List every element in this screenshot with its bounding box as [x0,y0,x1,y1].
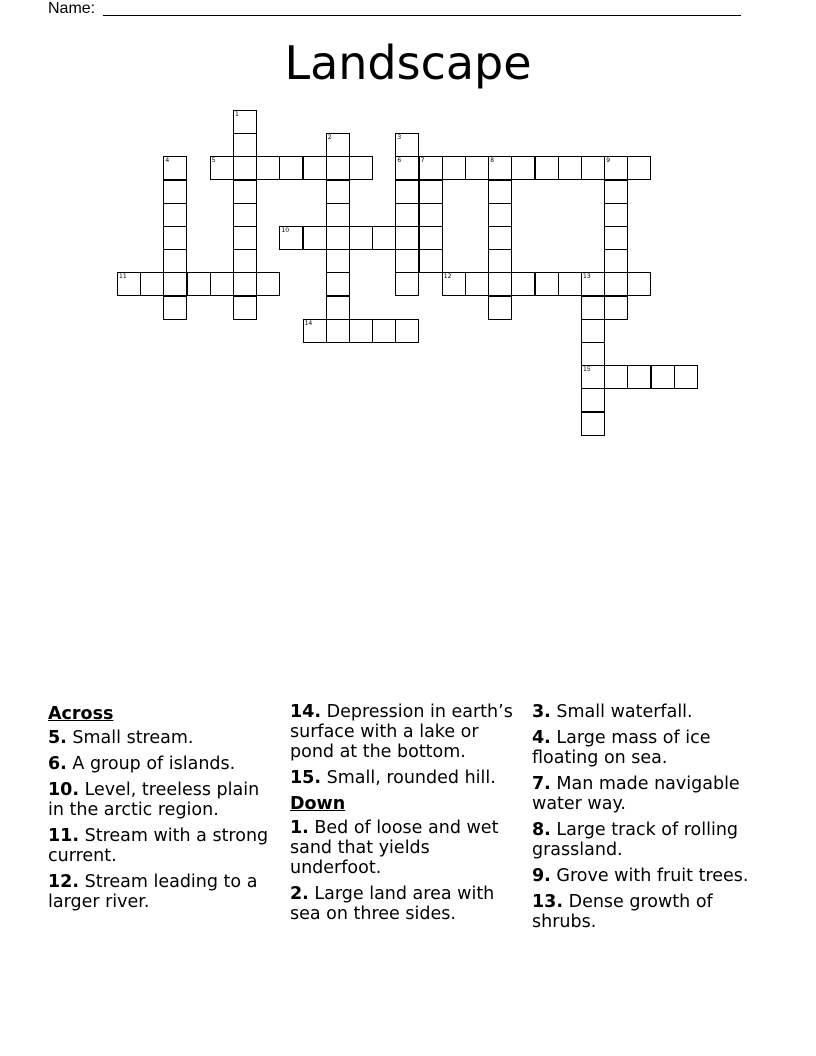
grid-cell[interactable] [279,156,303,180]
across-heading: Across [48,704,114,724]
grid-cell[interactable] [395,319,419,343]
grid-cell[interactable] [256,156,280,180]
clue-column-3 [532,702,772,938]
cell-number: 7 [420,157,425,165]
grid-cell[interactable] [488,249,512,273]
grid-cell[interactable] [395,156,419,180]
grid-cell[interactable] [256,272,280,296]
grid-cell[interactable] [488,180,512,204]
grid-cell[interactable] [674,365,698,389]
grid-cell[interactable] [558,156,582,180]
grid-cell[interactable] [326,249,350,273]
grid-cell[interactable] [581,412,605,436]
grid-cell[interactable] [210,272,234,296]
cell-number: 5 [211,157,216,165]
grid-cell[interactable] [233,296,257,320]
name-label: Name: [48,0,96,17]
crossword-grid [0,0,816,460]
grid-cell[interactable] [604,226,628,250]
grid-cell[interactable] [627,365,651,389]
grid-cell[interactable] [303,156,327,180]
clue-across-10: 10. Level, treeless plain in the arctic region. [48,780,260,820]
grid-cell[interactable] [604,296,628,320]
grid-cell[interactable] [442,156,466,180]
grid-cell[interactable] [627,272,651,296]
grid-cell[interactable] [372,226,396,250]
grid-cell[interactable] [163,180,187,204]
clue-across-14: 14. Depression in earth’s surface with a lake or pond at the bottom. [290,702,513,762]
clue-across-6: 6. A group of islands. [48,754,236,774]
clue-down-4: 4. Large mass of ice floating on sea. [532,728,711,768]
grid-cell[interactable] [604,180,628,204]
clue-down-8: 8. Large track of rolling grassland. [532,820,739,860]
clue-down-9: 9. Grove with fruit trees. [532,866,749,886]
clue-down-2: 2. Large land area with sea on three sides. [290,884,495,924]
cell-number: 9 [606,157,611,165]
grid-cell[interactable] [163,156,187,180]
grid-cell[interactable] [163,226,187,250]
grid-cell[interactable] [535,156,559,180]
grid-cell[interactable] [465,156,489,180]
grid-cell[interactable] [442,272,466,296]
clue-down-3: 3. Small waterfall. [532,702,693,722]
grid-cell[interactable] [233,203,257,227]
grid-cell[interactable] [604,156,628,180]
grid-cell[interactable] [326,272,350,296]
grid-cell[interactable] [488,296,512,320]
grid-cell[interactable] [581,296,605,320]
grid-cell[interactable] [140,272,164,296]
grid-cell[interactable] [535,272,559,296]
grid-cell[interactable] [581,319,605,343]
grid-cell[interactable] [604,203,628,227]
cell-number: 1 [235,111,239,118]
grid-cell[interactable] [395,272,419,296]
cell-number: 8 [490,157,495,165]
grid-cell[interactable] [163,203,187,227]
grid-cell[interactable] [488,272,512,296]
cell-number: 10 [281,227,290,234]
grid-cell[interactable] [604,272,628,296]
grid-cell[interactable] [395,249,419,273]
grid-cell[interactable] [419,203,443,227]
grid-cell[interactable] [233,110,257,134]
grid-cell[interactable] [465,272,489,296]
grid-cell[interactable] [303,226,327,250]
grid-cell[interactable] [233,133,257,157]
grid-cell[interactable] [581,342,605,366]
grid-cell[interactable] [604,365,628,389]
grid-cell[interactable] [163,296,187,320]
grid-cell[interactable] [326,133,350,157]
grid-cell[interactable] [326,319,350,343]
clue-down-13: 13. Dense growth of shrubs. [532,892,713,932]
cell-number: 3 [397,134,402,142]
grid-cell[interactable] [233,272,257,296]
grid-cell[interactable] [279,226,303,250]
cell-number: 13 [583,273,591,281]
grid-cell[interactable] [326,156,350,180]
clue-across-12: 12. Stream leading to a larger river. [48,872,258,912]
grid-cell[interactable] [326,226,350,250]
clue-across-5: 5. Small stream. [48,728,194,748]
grid-cell[interactable] [233,156,257,180]
grid-cell[interactable] [511,272,535,296]
grid-cell[interactable] [627,156,651,180]
grid-cell[interactable] [372,319,396,343]
clue-across-11: 11. Stream with a strong current. [48,826,269,866]
grid-cell[interactable] [326,296,350,320]
grid-cell[interactable] [163,249,187,273]
grid-cell[interactable] [558,272,582,296]
grid-cell[interactable] [395,180,419,204]
grid-cell[interactable] [604,249,628,273]
grid-cell[interactable] [419,156,443,180]
grid-cell[interactable] [326,180,350,204]
grid-cell[interactable] [581,365,605,389]
clue-column-2 [290,702,522,930]
grid-cell[interactable] [419,249,443,273]
page-title: Landscape [284,36,532,90]
clue-column-1 [48,702,278,918]
grid-cell[interactable] [233,249,257,273]
clue-across-15: 15. Small, rounded hill. [290,768,496,788]
grid-cell[interactable] [488,226,512,250]
grid-cell[interactable] [488,156,512,180]
grid-cell[interactable] [187,272,211,296]
cell-number: 12 [443,273,452,281]
grid-cell[interactable] [303,319,327,343]
grid-cell[interactable] [511,156,535,180]
grid-cell[interactable] [210,156,234,180]
cell-number: 6 [397,157,402,165]
cell-number: 14 [304,319,313,327]
grid-cell[interactable] [419,180,443,204]
grid-cell[interactable] [395,203,419,227]
grid-cell[interactable] [488,203,512,227]
grid-cell[interactable] [395,133,419,157]
down-heading: Down [290,794,346,814]
clue-down-1: 1. Bed of loose and wet sand that yields underfoot. [290,818,499,878]
grid-cell[interactable] [419,226,443,250]
grid-cell[interactable] [651,365,675,389]
grid-cell[interactable] [395,226,419,250]
cell-number: 4 [165,157,170,165]
clue-down-7: 7. Man made navigable water way. [532,774,740,814]
cell-number: 11 [119,273,127,281]
grid-cell[interactable] [233,180,257,204]
grid-cell[interactable] [581,156,605,180]
cell-number: 15 [583,366,591,374]
grid-cell[interactable] [349,319,373,343]
grid-cell[interactable] [581,272,605,296]
grid-cell[interactable] [117,272,141,296]
grid-cell[interactable] [581,388,605,412]
grid-cell[interactable] [349,156,373,180]
cell-number: 2 [327,134,332,142]
grid-cell[interactable] [349,226,373,250]
grid-cell[interactable] [326,203,350,227]
grid-cell[interactable] [233,226,257,250]
grid-cell[interactable] [163,272,187,296]
